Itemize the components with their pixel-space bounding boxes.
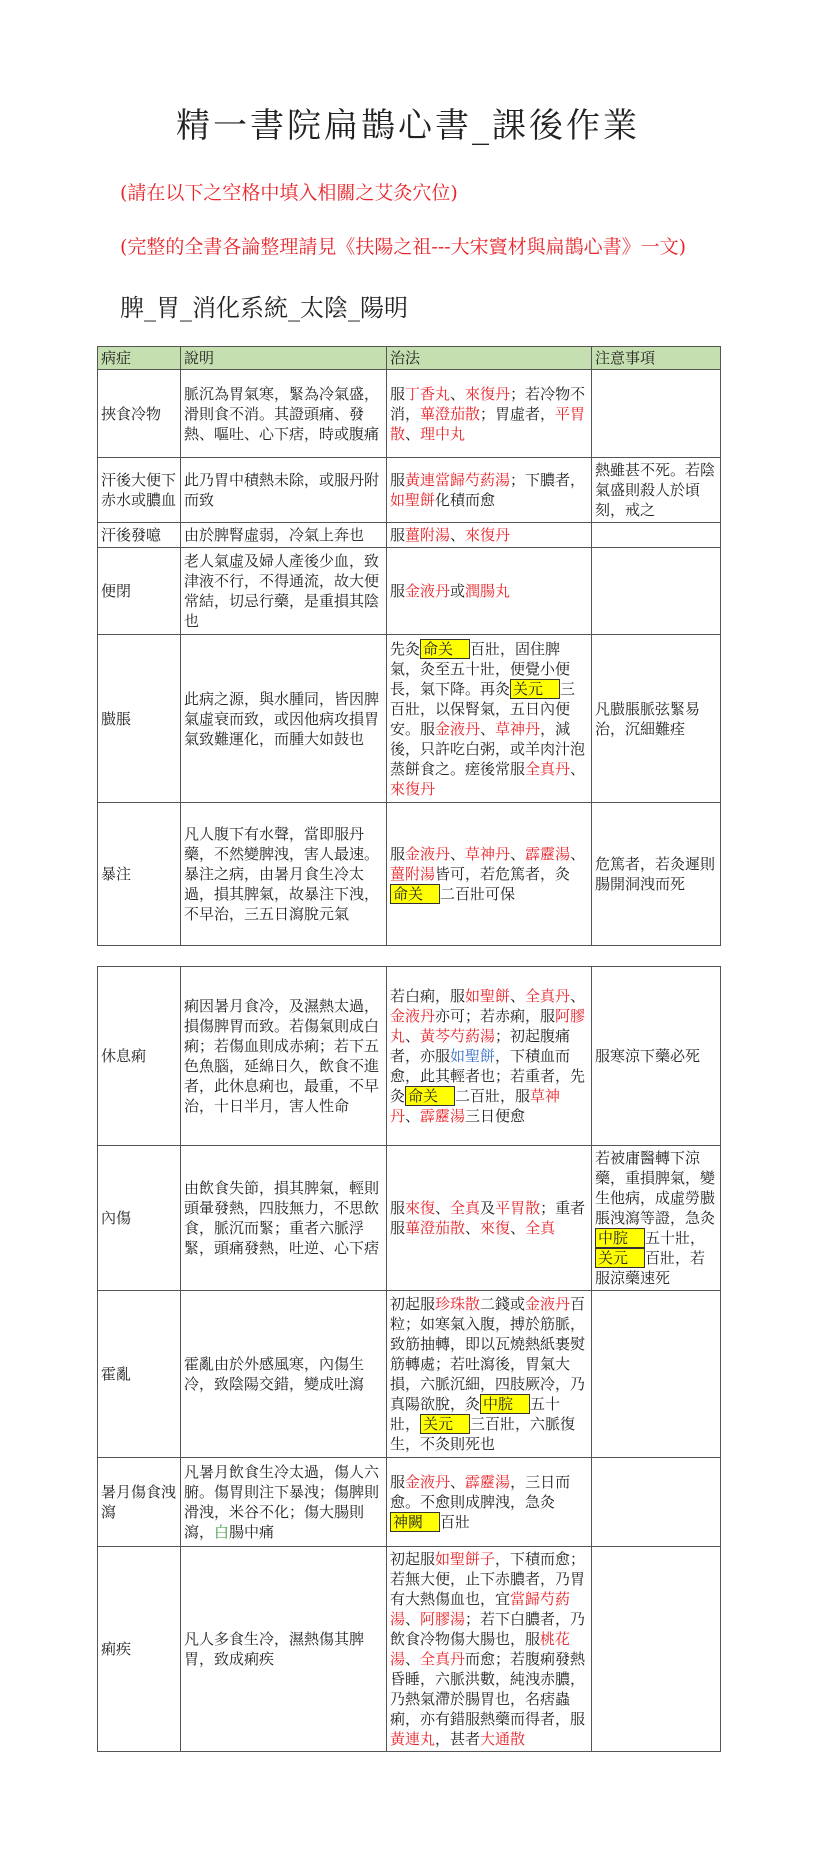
treatment-cell [387,370,592,458]
acupoint-blank[interactable]: 关元 [595,1248,645,1268]
treatment-cell [387,548,592,635]
description-cell: 凡人腹下有水聲，當即服丹藥，不然變脾洩，害人最速。暴注之病，由暑月食生冷太過，損其脾氣，故暴注下洩，不早治，三五日瀉脫元氣 [181,803,387,946]
table-row [98,1547,721,1752]
page-title: 精一書院扁鵲心書_課後作業 [176,106,640,146]
herbal-formula: 金液丹 [405,1473,451,1491]
text-segment: 服 [390,526,406,544]
text-segment: ，減後，只許吃白粥，或羊肉汁泡蒸餅食之。瘥後常服 [390,719,586,778]
herbal-formula: 全真 [525,1219,556,1237]
table-row [98,548,721,635]
text-segment: 、 [435,1199,451,1217]
text-segment: 、 [450,1473,466,1491]
herbal-formula: 蓽澄茄散 [420,404,481,423]
text-segment: 服 [390,471,406,489]
text-segment: 百粒；如寒氣入腹，搏於筋脈，致筋抽轉，即以瓦燒熱紙裹熨筋轉處；若吐瀉後，胃氣大損，六脈沉細，四肢厥冷，乃真陽欲脫，灸 [390,1295,586,1413]
table-row [98,1291,721,1458]
herbal-formula: 阿膠湯 [420,1610,466,1628]
text-segment: 、 [405,424,421,443]
herbal-formula: 來復丹 [465,526,511,544]
text-segment: ；重者服 [390,1199,586,1237]
text-segment: 、 [405,1610,421,1628]
notes-cell [592,523,721,548]
description-cell: 此病之源，與水腫同，皆因脾氣虛衰而致，或因他病攻損胃氣致難運化，而腫大如鼓也 [181,635,387,803]
text-segment: 、 [465,1219,481,1237]
text-segment: ；初起腹痛者，亦服 [390,1027,571,1065]
text-segment: 初起服 [390,1295,436,1313]
section-subtitle: 脾_胃_消化系統_太陰_陽明 [120,294,408,322]
description-cell: 老人氣虛及婦人產後少血，致津液不行，不得通流，故大便常結，切忌行藥，是重損其陰也 [181,548,387,635]
table-row [98,458,721,523]
text-segment: 五十壯， [390,1395,561,1433]
herbal-formula: 理中丸 [420,424,466,443]
acupoint-blank[interactable]: 关元 [510,679,560,699]
table-row [98,523,721,548]
table-row [98,967,721,1146]
text-segment: 二百壯可保 [440,885,516,903]
homework-table-1 [97,346,721,946]
herbal-formula: 來復 [405,1199,436,1217]
herbal-formula: 丁香丸 [405,384,451,403]
text-segment: 百壯，若服涼藥速死 [595,1249,706,1287]
reference-note: (完整的全書各論整理請見《扶陽之祖---大宋竇材與扁鵲心書》一文) [120,236,687,258]
table-header-row [98,347,721,370]
herbal-formula: 全真丹 [525,759,571,778]
notes-cell: 服寒涼下藥必死 [592,967,721,1146]
description-cell: 脈沉為胃氣寒，緊為冷氣盛，滑則食不消。其證頭痛、發熱、嘔吐、心下痞，時或腹痛 [181,370,387,458]
text-segment: 、 [510,845,526,863]
notes-cell [592,1146,721,1291]
header-treatment: 治法 [387,347,592,370]
herbal-formula: 珍珠散 [435,1295,481,1313]
herbal-formula: 薑附湯 [390,865,436,883]
herbal-formula: 平胃散 [495,1199,541,1217]
disease-cell: 休息痢 [98,967,181,1146]
herbal-formula: 全真 [450,1199,481,1217]
disease-cell: 暴注 [98,803,181,946]
text-segment: 先灸 [390,639,421,658]
herbal-formula: 金液丹 [525,1295,571,1313]
text-segment: ；下膿者， [510,471,586,489]
herbal-formula: 金液丹 [435,719,481,738]
text-segment: ，三日而愈。不愈則成脾洩，急灸 [390,1473,571,1511]
text-segment: 亦可；若赤痢，服 [435,1007,556,1025]
notes-cell [592,548,721,635]
text-segment: 及 [480,1199,496,1217]
herbal-formula: 來復丹 [390,779,436,798]
description-cell: 霍亂由於外感風寒，內傷生冷，致陰陽交錯，變成吐瀉 [181,1291,387,1458]
notes-cell: 凡臌脹脈弦緊易治，沉細難痊 [592,635,721,803]
text-segment: 初起服 [390,1550,436,1568]
text-segment: 、 [405,1027,421,1045]
herbal-formula: 大通散 [480,1730,526,1748]
header-disease: 病症 [98,347,181,370]
herbal-formula: 黃連丸 [390,1730,436,1748]
text-segment: 、 [450,526,466,544]
table-row [98,370,721,458]
acupoint-blank[interactable]: 命关 [390,884,440,904]
disease-cell: 汗後大便下赤水或膿血 [98,458,181,523]
text-segment: 或 [450,582,466,600]
herbal-formula: 桃花湯 [390,1630,571,1668]
disease-cell: 便閉 [98,548,181,635]
text-segment: 服 [390,582,406,600]
text-segment: 三百壯，六脈復生，不灸則死也 [390,1415,576,1453]
treatment-cell [387,523,592,548]
treatment-cell [387,458,592,523]
text-segment: ，下積而愈；若無大便，止下赤膿者，乃胃有大熱傷血也，宜 [390,1550,586,1608]
herbal-formula: 草神丹 [495,719,541,738]
text-segment: 而愈；若腹痢發熱昏睡，六脈洪數，純洩赤膿，乃熱氣滯於腸胃也，名痞蟲痢，亦有錯服熱藥而得者，服 [390,1650,586,1728]
header-notes: 注意事項 [592,347,721,370]
table-row [98,1458,721,1547]
herbal-formula: 黃連當歸芍葯湯 [405,471,511,489]
notes-cell: 熱雖甚不死。若陰氣盛則殺人於頃刻，戒之 [592,458,721,523]
text-segment: 、 [510,987,526,1005]
text-segment: 、 [570,759,586,778]
description-cell: 痢因暑月食冷，及濕熱太過，損傷脾胃而致。若傷氣則成白痢；若傷血則成赤痢；若下五色魚腦，延綿日久，飲食不進者，此休息痢也，最重，不早治，十日半月，害人性命 [181,967,387,1146]
text-segment: 、 [405,1107,421,1125]
table-row [98,803,721,946]
herbal-formula: 金液丹 [405,845,451,863]
acupoint-blank[interactable]: 中脘 [480,1394,530,1414]
text-segment: ，甚者 [435,1730,481,1748]
text-segment: 服 [390,384,406,403]
disease-cell: 挾食冷物 [98,370,181,458]
treatment-cell [387,1146,592,1291]
herbal-formula: 黃芩芍葯湯 [420,1027,496,1045]
text-segment: 、 [570,845,586,863]
herbal-formula: 草神丹 [390,1087,561,1125]
text-segment: 若白痢，服 [390,987,466,1005]
text-segment: 、 [510,1219,526,1237]
notes-cell [592,370,721,458]
herbal-formula: 金液丹 [390,1007,436,1025]
treatment-cell [387,803,592,946]
acupoint-blank[interactable]: 关元 [420,1414,470,1434]
text-segment: 百壯 [440,1513,471,1531]
acupoint-blank[interactable]: 神闕 [390,1512,440,1532]
text-segment: 百壯，固住脾氣，灸至五十壯，便覺小便長，氣下降。再灸 [390,639,571,698]
text-segment: 服 [390,1199,406,1217]
text-segment: 三百壯，以保腎氣，五日內便安。服 [390,679,576,738]
treatment-cell [387,967,592,1146]
acupoint-blank[interactable]: 命关 [420,639,470,659]
acupoint-blank[interactable]: 中脘 [595,1228,645,1248]
text-segment: ；若下白膿者，乃飲食冷物傷大腸也，服 [390,1610,586,1648]
table-row [98,635,721,803]
treatment-cell [387,1291,592,1458]
text-segment: ；胃虛者， [480,404,556,423]
text-segment: 凡暑月飲食生冷太過，傷人六腑。傷胃則注下暴洩；傷脾則滑洩，米谷不化；傷大腸則瀉， [184,1463,380,1541]
description-cell: 此乃胃中積熱未除，或服丹附而致 [181,458,387,523]
notes-cell [592,1458,721,1547]
text-segment: 五十壯， [645,1229,706,1247]
table-row [98,1146,721,1291]
text-segment: 服 [390,1473,406,1491]
disease-cell: 暑月傷食洩瀉 [98,1458,181,1547]
header-description: 說明 [181,347,387,370]
herbal-formula: 如聖餅 [450,1047,496,1065]
disease-cell: 內傷 [98,1146,181,1291]
herbal-formula: 蓽澄茄散 [405,1219,466,1237]
herbal-formula: 如聖餅 [390,491,436,509]
herbal-formula: 來復丹 [465,384,511,403]
text-segment: 、 [450,845,466,863]
text-segment: 三日便愈 [465,1107,526,1125]
text-segment: 服 [390,845,406,863]
treatment-cell [387,635,592,803]
text-segment: 二百壯，服 [455,1087,531,1105]
description-cell: 由飲食失節，損其脾氣，輕則頭暈發熱，四肢無力，不思飲食，脈沉而緊；重者六脈浮緊，頭痛發熱，吐逆、心下痞 [181,1146,387,1291]
description-cell: 凡人多食生冷，濕熱傷其脾胃，致成痢疾 [181,1547,387,1752]
herbal-formula: 來復 [480,1219,511,1237]
herbal-formula: 金液丹 [405,582,451,600]
herbal-formula: 霹靂湯 [525,845,571,863]
text-segment: 、 [450,384,466,403]
notes-cell: 危篤者，若灸遲則腸開洞洩而死 [592,803,721,946]
text-segment: 化積而愈 [435,491,496,509]
disease-cell: 霍亂 [98,1291,181,1458]
text-segment: 、 [405,1650,421,1668]
text-segment: 、 [570,987,586,1005]
notes-cell [592,1291,721,1458]
treatment-cell [387,1458,592,1547]
treatment-cell [387,1547,592,1752]
herbal-formula: 平胃散 [390,404,586,443]
text-segment: 若被庸醫轉下涼藥，重損脾氣，變生他病，成虛勞臌脹洩瀉等證，急灸 [595,1149,716,1227]
text-segment: 白 [214,1523,230,1541]
description-cell [181,1458,387,1547]
description-cell: 由於脾腎虛弱，冷氣上奔也 [181,523,387,548]
text-segment: 、 [480,719,496,738]
disease-cell: 臌脹 [98,635,181,803]
herbal-formula: 薑附湯 [405,526,451,544]
herbal-formula: 如聖餅 [465,987,511,1005]
text-segment: 腸中痛 [229,1523,275,1541]
herbal-formula: 草神丹 [465,845,511,863]
herbal-formula: 霹靂湯 [420,1107,466,1125]
herbal-formula: 全真丹 [420,1650,466,1668]
acupoint-blank[interactable]: 命关 [405,1086,455,1106]
instruction-note: (請在以下之空格中填入相關之艾灸穴位) [120,182,458,204]
notes-cell [592,1547,721,1752]
disease-cell: 汗後發噫 [98,523,181,548]
homework-table-2 [97,966,721,1752]
herbal-formula: 潤腸丸 [465,582,511,600]
text-segment: 二錢或 [480,1295,526,1313]
herbal-formula: 當歸芍葯湯 [390,1590,571,1628]
disease-cell: 痢疾 [98,1547,181,1752]
herbal-formula: 如聖餅子 [435,1550,496,1568]
text-segment: ，下積血而愈，此其輕者也；若重者，先灸 [390,1047,586,1105]
text-segment: 皆可，若危篤者，灸 [435,865,571,883]
herbal-formula: 霹靂湯 [465,1473,511,1491]
herbal-formula: 阿膠丸 [390,1007,586,1045]
text-segment: ；若冷物不消， [390,384,586,423]
herbal-formula: 全真丹 [525,987,571,1005]
